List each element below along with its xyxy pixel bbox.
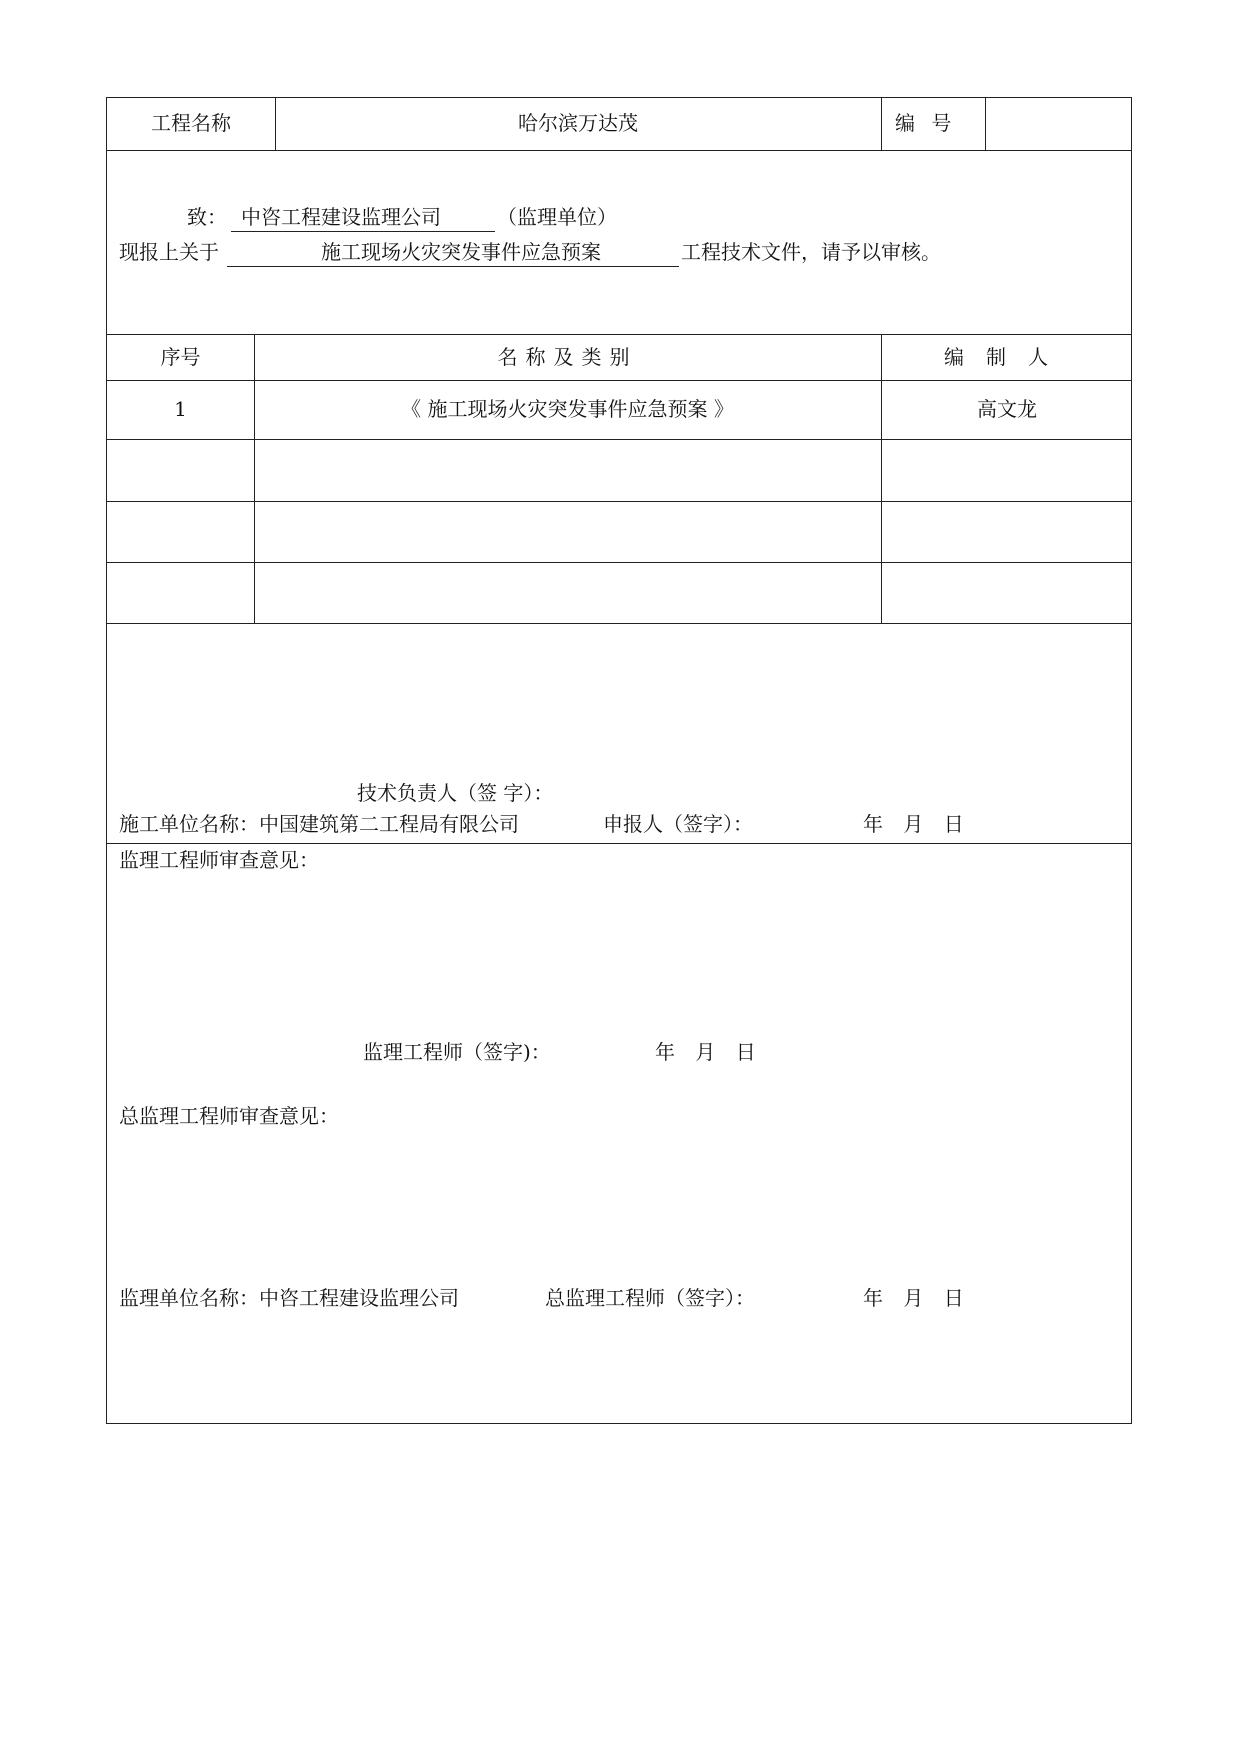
- project-name-value: 哈尔滨万达茂: [518, 111, 638, 135]
- tech-lead-signature-label: 技术负责人（签 字）：: [357, 781, 554, 805]
- engineer-review-label: 监理工程师审查意见：: [119, 848, 319, 872]
- name-header: 名称及类别: [497, 345, 638, 369]
- col-divider: [254, 334, 255, 623]
- chief-date-label: 年 月 日: [863, 1286, 964, 1310]
- report-subject: 施工现场火灾突发事件应急预案: [321, 240, 601, 264]
- to-unit: 中咨工程建设监理公司: [241, 205, 441, 229]
- to-unit-underline: [231, 231, 495, 232]
- row-divider: [107, 150, 1131, 151]
- col-divider: [881, 334, 882, 623]
- submission-form: [106, 97, 1132, 1424]
- to-suffix: （监理单位）: [497, 205, 617, 229]
- col-divider: [881, 98, 882, 150]
- row-divider: [107, 501, 1131, 502]
- project-name-label: 工程名称: [151, 111, 231, 135]
- row-divider: [107, 623, 1131, 624]
- row-divider: [107, 843, 1131, 844]
- row-1-author: 高文龙: [977, 397, 1037, 421]
- number-label: 编 号: [895, 111, 952, 135]
- to-prefix: 致：: [187, 205, 227, 229]
- row-1-seq: 1: [174, 397, 187, 421]
- seq-header: 序号: [160, 345, 201, 369]
- report-prefix: 现报上关于: [119, 240, 219, 264]
- col-divider: [985, 98, 986, 150]
- row-1-name: 《 施工现场火灾突发事件应急预案 》: [401, 397, 734, 421]
- chief-review-label: 总监理工程师审查意见：: [119, 1104, 339, 1128]
- row-divider: [107, 334, 1131, 335]
- report-suffix: 工程技术文件，请予以审核。: [681, 240, 941, 264]
- author-header: 编制人: [944, 345, 1070, 369]
- report-subject-underline: [227, 266, 679, 267]
- row-divider: [107, 439, 1131, 440]
- submission-date-label: 年 月 日: [863, 812, 964, 836]
- supervisor-unit-label: 监理单位名称：中咨工程建设监理公司: [119, 1286, 459, 1310]
- row-divider: [107, 380, 1131, 381]
- contractor-label: 施工单位名称：中国建筑第二工程局有限公司: [119, 812, 519, 836]
- engineer-signature-label: 监理工程师（签字)：: [363, 1040, 551, 1064]
- row-divider: [107, 562, 1131, 563]
- chief-signature-label: 总监理工程师（签字）：: [545, 1286, 755, 1310]
- engineer-date-label: 年 月 日: [655, 1040, 756, 1064]
- applicant-signature-label: 申报人（签字）：: [603, 812, 753, 836]
